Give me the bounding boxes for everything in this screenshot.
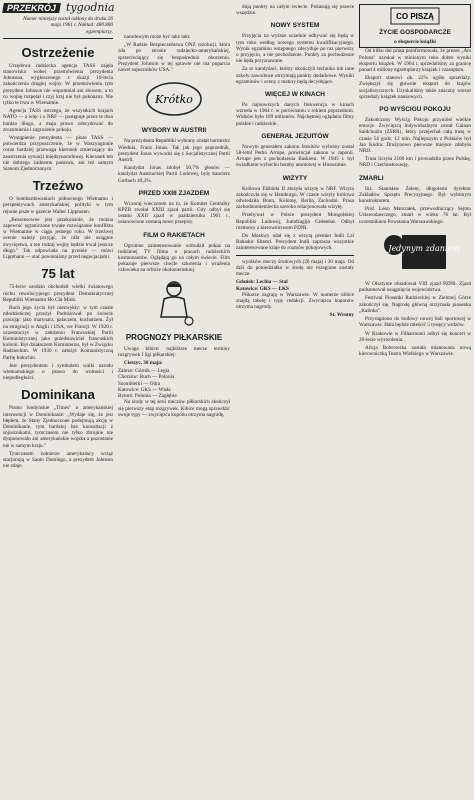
heading-general-jezuitow: GENERAŁ JEZUITÓW: [261, 132, 329, 140]
jedynym-zdaniem-illustration: [380, 229, 460, 275]
column-2: [118, 0, 230, 800]
match-item: Zabrze: Górnik — Legia: [118, 368, 170, 375]
heading-wybory: WYBORY W AUSTRII: [141, 127, 207, 135]
heading-film: FILM O RAKIETACH: [143, 231, 205, 239]
heading-przed-zjazdem: PRZED XXIII ZJAZDEM: [138, 189, 210, 197]
section-title: tygodnia: [66, 1, 115, 14]
article-paragraph: dują punkty na całym świecie. Pokazują się prawie wszędzie.: [236, 4, 354, 17]
article-paragraph: Alicja Bobrowska została mianowana nową kierowniczką Teatru Wielkiego w Warszawie.: [359, 344, 471, 358]
article-paragraph: Na prezydenta Republiki wybrany został burmistrz Wiednia, Franz Jonas. Tak jak jego poprzednik, prezydent Jonas wywodzi się z Socjalistycznej Partii Austrii.: [118, 138, 230, 164]
match-item: Katowice: GKS — ŁKS: [236, 285, 289, 292]
issue-note: Numer niniejszy został oddany do druku 26 maja 1961 r. Nakład: 480.800 egzemplarzy.: [23, 16, 113, 35]
article-paragraph: Na środy w tej serii meczów piłkarskich skończył się pierwszy etap rozgrywek. Kibice mogą sprawdzić swoje typy — zwycięzca kuponu otrzyma nagrodę.: [118, 399, 230, 418]
co-pisza-logo: [390, 7, 440, 25]
masthead: [3, 3, 113, 13]
heading-prognozy: PROGNOZY PIŁKARSKIE: [125, 332, 223, 342]
article-paragraph: Za to kandydaci, którzy ukończyli technika lub inne szkoły zawodowe otrzymają punkty dodatkowe. Wyniki egzaminów i oceny z matury będą decydujące.: [236, 66, 354, 85]
przekroj-logo: PRZEKRÓJ: [2, 3, 61, 13]
article-paragraph: „W Radzie Bezpieczeństwa ONZ rezolucji, która zda po stronie radziecko-amerykańskiej, sprzeciwiający się bezpośrednio oburzeniu. Prezydent Johnson w tej sprawie nie ma poparcia nawet sojuszników USA.": [118, 42, 230, 74]
jedynym-zdaniem-badge: [359, 229, 471, 277]
article-paragraph: Wystąpienie prezydenta — pisze TASS — potwierdza przypuszczenie, że w Waszyngtonie coraz bardziej przewaga kierunek zmierzający do zaostrzenia sytuacji międzynarodowej. Kierunek ten nie dobrego żadnemu państwu, ani też samym Stanom Zjednoczonym.: [3, 135, 113, 173]
column-1: [3, 0, 113, 800]
article-paragraph: 75-lecie urodzin obchodził wielki światowego ruchu rewolucyjnego prezydent Demokratycznej Republiki Wietnamu Ho Chi Minh.: [3, 284, 113, 303]
article-paragraph: Pismo londyńskie „Times" o amerykańskiej interwencji w Dominikanie: „Wydaje się, że jest błędem, że Stany Zjednoczone podejmują akcję w Dominikanie, tym bardziej bez konsultacji z sojusznikami, tymczasem nie tylko zbrojnie nie dysponowało ani amerykańskie wojska a pozostanie nie w samym kraju.": [3, 405, 113, 449]
article-paragraph: Agencja TASS ostrzega, że wszystkich krajach NATO — a więc i o NRF — postępuje przez te dwa bardzo długo, a maja prawo zdecydować do zrozumienia i zagrożenie pokoju.: [3, 108, 113, 133]
article-paragraph: Zakończony Wyścig Pokoju przyniósł wielkie emocje. Zwycięzcą indywidualnym został Gainan Saidchużin (ZSRR), który przejechał całą trasę w czasie 54 godz. 12 min. Najlepszym z Polaków był Jan Kudra. Drużynowo pierwsze miejsce zdobyła NRD.: [359, 117, 471, 155]
article-paragraph: Uwaga kibice: najbliższe mecze terminy rozgrywek I ligi piłkarskiej:: [118, 345, 230, 358]
article-paragraph: Inż. Stanisław Zelent, długoletni dyrektor Zakładów Sprzętu Precyzyjnego. Był wybitnym konstruktorem.: [359, 185, 471, 205]
heading-trzezwo: Trzeźwo: [32, 178, 84, 194]
article-paragraph: wyników meczy środowych (26 maja) i 30 maja. Od dziś do poniedziałku w środę nie rozegrane zostały mecze.: [236, 258, 354, 278]
article-paragraph: W Olsztynie obradował VIII zjazd PZPR. Zjazd podsumował osiągnięcia województwa.: [359, 281, 471, 294]
column-4: [359, 0, 471, 800]
article-paragraph: Po najnowszych danych frekwencja w kinach wzrosła w 1964 r. w porównaniu z rokiem poprzednim. Widzów było 189 milionów. Najchętniej oglądano filmy polskie i radzieckie.: [236, 102, 354, 127]
krotko-label: Krótko: [155, 93, 193, 107]
article-paragraph: Piłkarze zagrają w Warszawie. W numerze kibice znajdą tabelę i typy redakcji. Zwycięzca kuponów otrzyma nagrody.: [236, 291, 354, 311]
heading-wizyty: WIZYTY: [282, 174, 308, 182]
heading-po-wyscigu: PO WYŚCIGU POKOJU: [379, 106, 451, 114]
article-paragraph: O bombardowaniach północnego Wietnamu i perspektywach amerykańskiej polityki w tym rejonie pisze w gazecie Walter Lippmann:: [3, 196, 113, 215]
match-item: Gdańsk: Lechia — Stal: [236, 279, 288, 286]
article-paragraph: Jest prezydentem i symbolem walki narodu wietnamskiego o prawo do wolności i niepodległości.: [3, 362, 113, 382]
article-paragraph: Ogromne zainteresowanie wzbudził pokaz na rodzinnej TV filmu o pracach radzieckich kosmonautów. Oglądają go na całym świecie. Film pokazuje pierwsze chwile szkolenia i wrażenia człowieka na orbicie okołoziemskiej.: [118, 242, 230, 274]
article-paragraph: Przyjęcia na wyższe uczelnie odbywać się będą w tym roku według nowego systemu kwalifikacyjnego. Wynik egzaminu wstępnego zdecyduje po raz pierwszy o przyjęciu, a nie pochodzenie. Punkty za pochodzenie nie będą przyznawane.: [236, 33, 354, 65]
article-paragraph: Królowa Elżbieta II złożyła wizytę w NRF. Wizyta zakończyła się w Hamburgu. W czasie wizyty królowa odwiedziła Bonn, Kolonię, Berlin Zachodni. Prasa zachodnioniemiecka szeroko relacjonowała wizytę.: [236, 185, 354, 211]
article-paragraph: „Bezsensowne jest przekonanie, że można zapewnić ograniczone trwałe rozwiązanie konfliktu w Wietnamie w ciągu jednego roku. W trzeźwej ocenie należy przyjąć, że nikt nie osiągnie zwycięstwa, a ten rodzaj wojny będzie trwał jeszcze długo." Tak odpowiada na pytanie — mówi Lippmann — stać powinniśmy przed negocjacjami.: [3, 216, 113, 261]
article-paragraph: Cieszyc, 30 maja:: [124, 360, 163, 367]
article-paragraph: Festiwal Piosenki Radzieckiej w Zielonej Górze zakończył się. Nagrodę główną otrzymała piosenka „Kalinka".: [359, 295, 471, 314]
heading-nowy-system: NOWY SYSTEM: [270, 22, 320, 30]
match-item: Chorzów: Ruch — Polonia: [118, 374, 175, 381]
article-paragraph: Wczoraj wieczorem na to, że Komitet Centralny KPZR zwołał XXIII zjazd partii. Gdy odbył się ostatni XXII zjazd w październiku 1961 r., ustanowione zostaną nowe przepisy.: [118, 200, 230, 226]
football-player-illustration: [149, 277, 199, 327]
article-paragraph: Eksport stanowi ok. 22% ogółu sprzedaży. Zwiększył się głównie eksport do krajów socjalistycznych. Uzyskaliśmy także znaczny wzrost sprzedaży książek naukowych.: [359, 75, 471, 100]
article-paragraph: narodowym może być takż takt:: [124, 34, 191, 40]
match-list: [118, 368, 230, 399]
heading-75-lat: 75 lat: [41, 266, 75, 282]
match-item: Szombierki — Odra: [118, 380, 161, 387]
heading-ostrzezenie: Ostrzeżenie: [21, 44, 95, 60]
krotko-illustration: [144, 79, 204, 119]
article-paragraph: Przystąpiono do budowy nowej hali sportowej w Warszawie. Hala będzie mieścić 5 tysięcy widzów.: [359, 316, 471, 329]
article-paragraph: Tymczasem żołnierze amerykańscy wciąż stacjonują w Santo Domingo, a prezydent Johnson nie zdaje.: [3, 450, 113, 470]
article-paragraph: Od kilku dni prasa poinformowała, że prezes „Ars Polona" uzyskał w minionym roku dobre wyniki eksportu książek. W 1964 r. sprzedaliśmy za granicę ponad 4 miliony egzemplarzy książek i czasopism.: [359, 48, 471, 74]
column-3: [236, 0, 354, 800]
heading-dominikana: Dominikana: [21, 387, 95, 403]
article-paragraph: Do Moskwy udał się z wizytą premier Indii Lal Bahadur Shastri. Prezydent Indii zaprasza wszystkie zainteresowane kraje do rozmów pokojowych.: [236, 233, 354, 252]
co-pisza-label: CO PISZĄ: [396, 12, 434, 21]
article-paragraph: Urzędowa radziecka agencja TASS zajęła stanowisko wobec przemówienia prezydenta Johnsona, wygłoszonego z okazji 10-lecia zakończenia drugiej wojny. W przemówieniu tym prezydent Johnson nie wspomniał ani słowem, a to co wojnę rozpętał i czyj kraj nie był pokonany. Nie tylko te trwa w Wietnamie.: [3, 62, 113, 107]
article-paragraph: W Krakowie w Filharmonii odbył się koncert w 20-lecie wyzwolenia.: [359, 330, 471, 343]
jedynym-zdaniem-label: Jedynym zdaniem: [388, 243, 460, 253]
article-paragraph: Ruch jego życia był niezwykły: w tym czasie młodzieńczej przeżył Podróżował po świecie pracując jako marynarz, palaczem, kucharzem. Żył na emigracji w Anglii i USA, we Francji. W 1920 r. uczestniczył w założeniu Francuskiej Partii Komunistycznej jako przedstawiciel francuskich kolonii. Był działaczem Kominternu, był w Związku Radzieckim. W 1930 r. założył Komunistyczną Partię Indochin.: [3, 304, 113, 361]
heading-zmarli: ZMARLI: [359, 174, 384, 182]
heading-zycie-gospodarcze: ŻYCIE GOSPODARCZE: [379, 29, 451, 37]
article-paragraph: Kandydat Jonas zdobył 50,7% głosów — kandydat Austriackiej Partii Ludowej, były kanclerz Gorbach 49,3%.: [118, 165, 230, 184]
article-paragraph: Trasa liczyła 2100 km i prowadziła przez Polskę, NRD i Czechosłowację.: [359, 156, 471, 169]
heading-wiecej-w-kinach: WIĘCEJ W KINACH: [265, 91, 325, 99]
match-item: Katowice: GKS — Wisła: [118, 386, 171, 393]
subheading: o eksporcie książki: [394, 39, 436, 46]
match-item: Bytom: Polonia — Zagłębie: [118, 393, 177, 400]
divider: [3, 38, 113, 39]
co-pisza-box: [359, 4, 471, 48]
author-signature: St. Wrotny: [329, 312, 354, 319]
article-paragraph: Prof. Leon Marszałek, przewodniczący Sejmu Ustawodawczego, zmarł w wieku 76 lat. Był uczestnikiem Powstania Warszawskiego.: [359, 206, 471, 225]
article-paragraph: Nowym generałem zakonu Jezuitów wybrany został 58-letni Pedro Arrupe, prowincjał zakonu w Japonii. Arrupe jest z pochodzenia Baskiem. W 1945 r. był świadkiem wybuchu bomby atomowej w Hiroszimie.: [236, 143, 354, 169]
article-paragraph: Przebywał w Polsce prezydent Mongolskiej Republiki Ludowej, Jumdżagijn Cedenbał. Odbył rozmowy z kierownictwem PZPR.: [236, 212, 354, 231]
krotko-badge: [118, 79, 230, 121]
divider: [236, 255, 354, 256]
